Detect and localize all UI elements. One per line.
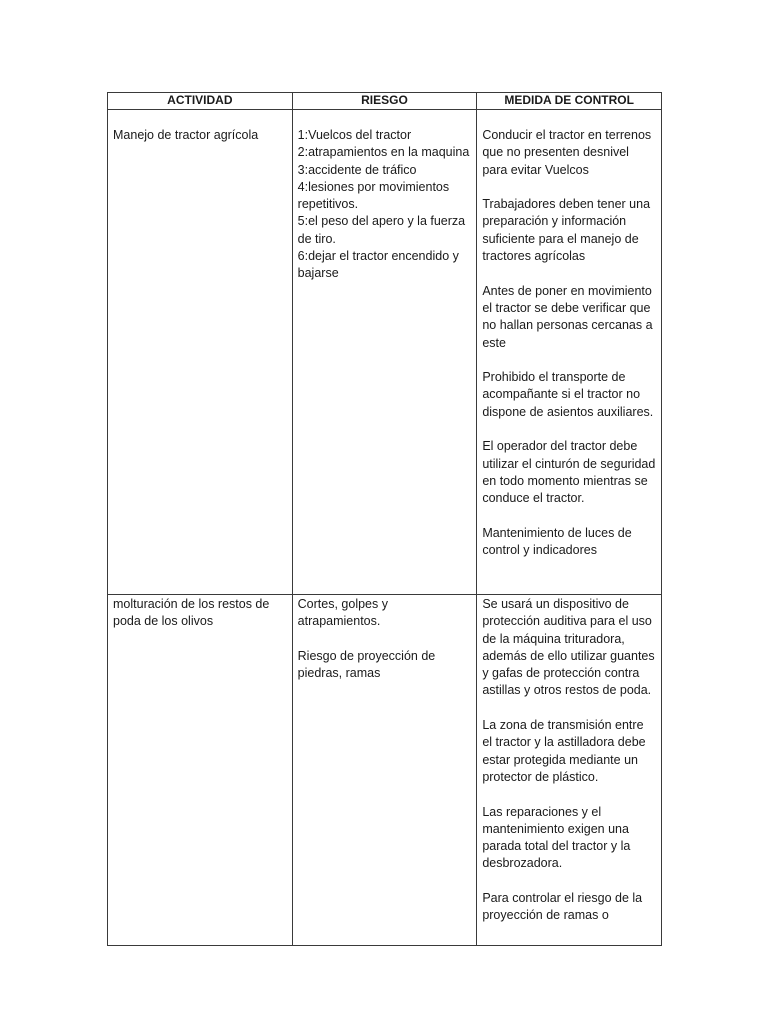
- medida-paragraph: Trabajadores deben tener una preparación y información suficiente para el manejo de tractores agrícolas: [482, 197, 651, 264]
- riesgo-item: 6:dejar el tractor encendido y bajarse: [297, 249, 459, 281]
- header-riesgo: RIESGO: [292, 93, 477, 110]
- medida-paragraph: Antes de poner en movimiento el tractor se debe verificar que no hallan personas cercanas a este: [482, 283, 653, 350]
- header-medida-de-control: MEDIDA DE CONTROL: [477, 93, 662, 110]
- riesgo-item: 4:lesiones por movimientos repetitivos.: [297, 179, 450, 212]
- riesgo-item: 3:accidente de tráfico: [297, 162, 417, 177]
- actividad-text: molturación de los restos de poda de los olivos: [113, 597, 270, 629]
- cell-actividad: [108, 595, 293, 946]
- medida-paragraph: Para controlar el riesgo de la proyección de ramas o: [482, 891, 643, 923]
- table-header-row: [108, 93, 662, 110]
- actividad-text: Manejo de tractor agrícola: [113, 128, 259, 142]
- medida-paragraph: Se usará un dispositivo de protección auditiva para el uso de la máquina trituradora, además de ello utilizar guantes y gafas de protección contra astillas y otros restos de poda.: [482, 597, 655, 698]
- medida-paragraph: El operador del tractor debe utilizar el cinturón de seguridad en todo momento mientras se conduce el tractor.: [482, 439, 656, 506]
- cell-medida-de-control: [477, 110, 662, 595]
- cell-actividad: [108, 110, 293, 595]
- medida-paragraph: Prohibido el transporte de acompañante si el tractor no dispone de asientos auxiliares.: [482, 370, 654, 419]
- cell-riesgo: [292, 110, 477, 595]
- riesgo-item: 2:atrapamientos en la maquina: [297, 145, 470, 160]
- medida-paragraph: Mantenimiento de luces de control y indicadores: [482, 525, 632, 558]
- riesgo-item: 1:Vuelcos del tractor: [297, 128, 412, 142]
- medida-paragraph: La zona de transmisión entre el tractor y la astilladora debe estar protegida mediante un protector de plástico.: [482, 718, 646, 784]
- table-row: [108, 595, 662, 946]
- table-row: [108, 110, 662, 595]
- cell-medida-de-control: [477, 595, 662, 946]
- risk-control-table: [107, 92, 662, 946]
- medida-paragraph: Conducir el tractor en terrenos que no presenten desnivel para evitar Vuelcos: [482, 128, 652, 177]
- riesgo-item: 5:el peso del apero y la fuerza de tiro.: [297, 214, 466, 246]
- riesgo-item: Riesgo de proyección de piedras, ramas: [297, 648, 436, 681]
- header-actividad: ACTIVIDAD: [108, 93, 293, 110]
- riesgo-item: Cortes, golpes y atrapamientos.: [297, 597, 388, 629]
- cell-riesgo: [292, 595, 477, 946]
- medida-paragraph: Las reparaciones y el mantenimiento exigen una parada total del tractor y la desbrozadora.: [482, 804, 631, 871]
